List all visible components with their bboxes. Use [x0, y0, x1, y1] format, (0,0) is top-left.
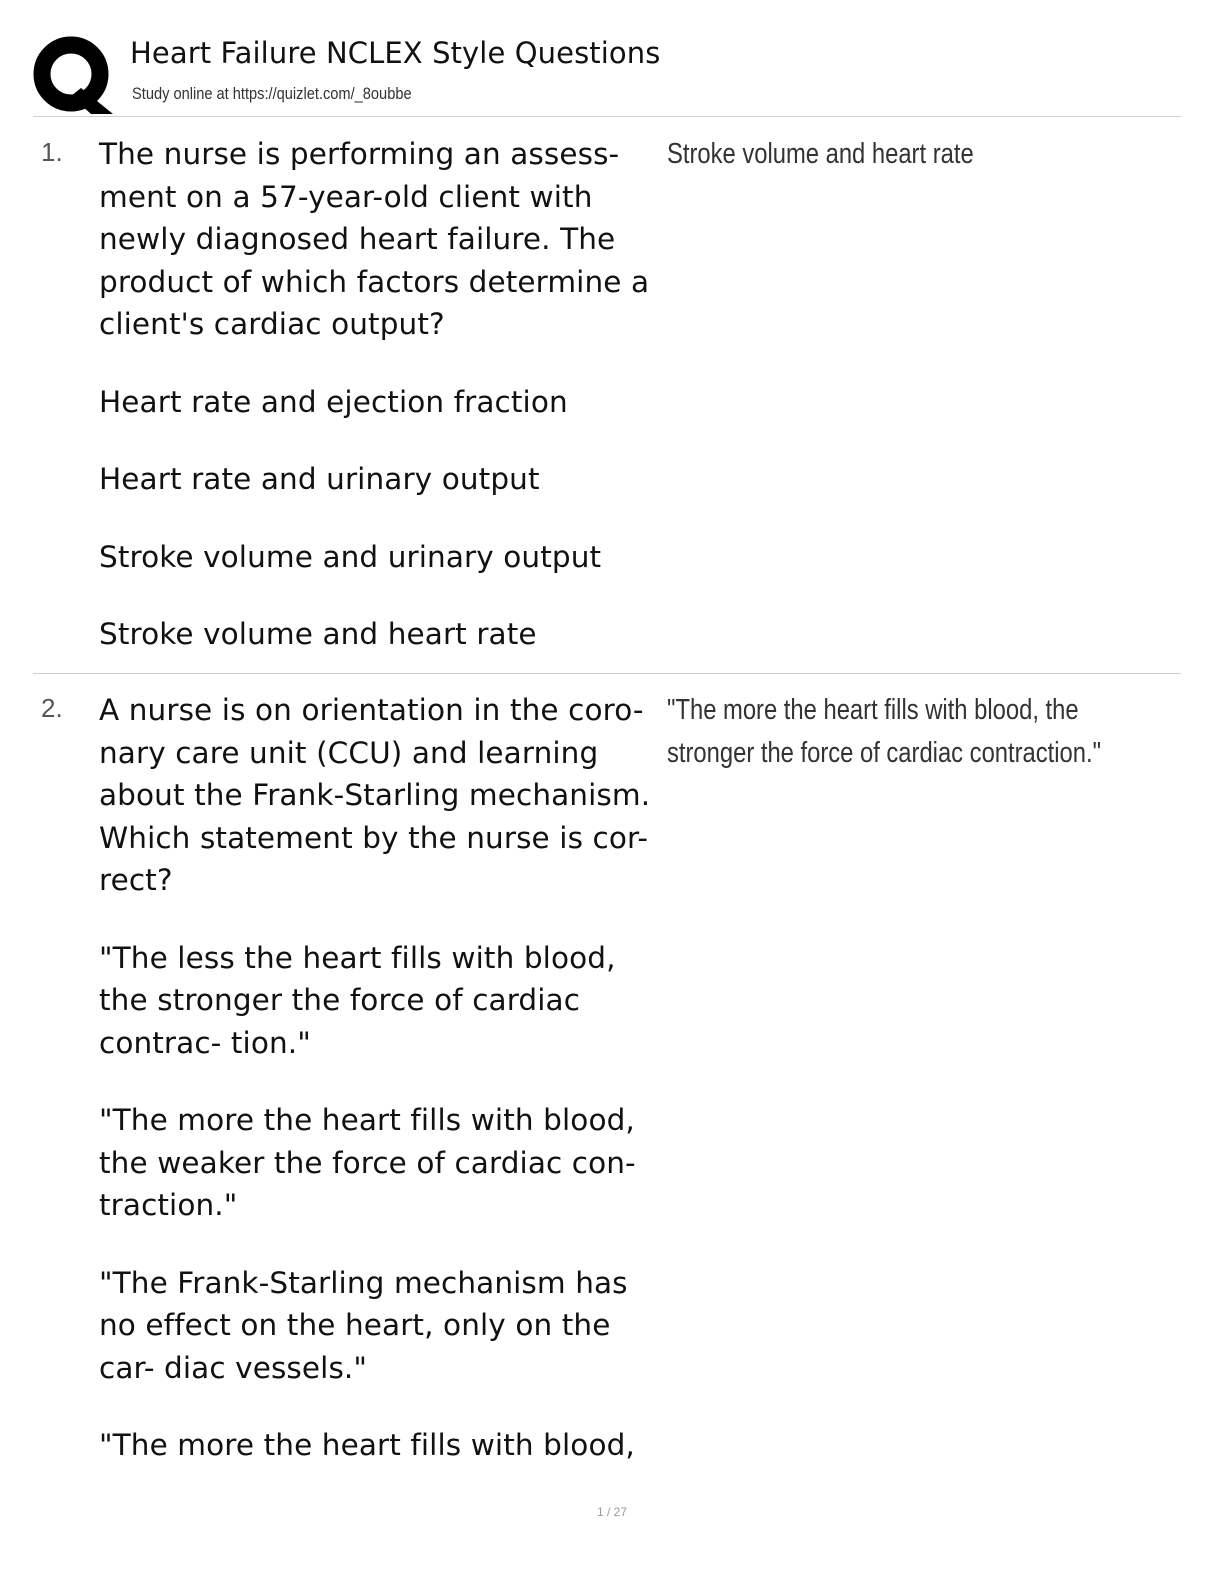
answer-option: "The Frank-Starling mechanism has no effect on the heart, only on the car- diac vessels."	[99, 1265, 628, 1385]
study-online-link[interactable]: Study online at https://quizlet.com/_8oubbe	[132, 84, 412, 103]
quizlet-q-logo-icon	[33, 36, 113, 114]
answer-option: "The more the heart fills with blood, the weaker the force of cardiac con- traction."	[99, 1103, 636, 1222]
correct-answer: Stroke volume and heart rate	[667, 138, 974, 170]
answer-option: Heart rate and ejection fraction	[99, 384, 568, 419]
question-body	[99, 689, 669, 1502]
answer-option: Heart rate and urinary output	[99, 462, 540, 496]
question-stem: A nurse is on orientation in the coro- nary care unit (CCU) and learning about the Frank-Starling mechanism. Which statement by the nurse is cor- rect?	[99, 693, 651, 897]
header-divider	[33, 116, 1181, 117]
answer-option: Stroke volume and heart rate	[99, 617, 537, 651]
answer-option: Stroke volume and urinary output	[99, 539, 602, 574]
document-header	[33, 30, 1181, 117]
question-divider	[33, 673, 1181, 674]
page-number: 1 / 27	[596, 1505, 628, 1519]
question-number: 1.	[41, 137, 63, 167]
question-body	[99, 133, 669, 691]
document-title: Heart Failure NCLEX Style Questions	[130, 36, 661, 70]
answer-option: "The more the heart fills with blood,	[99, 1428, 635, 1462]
question-number: 2.	[41, 693, 63, 723]
answer-option: "The less the heart fills with blood, the stronger the force of cardiac contrac- tion."	[99, 940, 616, 1060]
correct-answer: "The more the heart fills with blood, the stronger the force of cardiac contraction."	[667, 694, 1102, 769]
question-stem: The nurse is performing an assess- ment on a 57-year-old client with newly diagnosed heart failure. The product of which factors determine a client's cardiac output?	[99, 137, 650, 341]
